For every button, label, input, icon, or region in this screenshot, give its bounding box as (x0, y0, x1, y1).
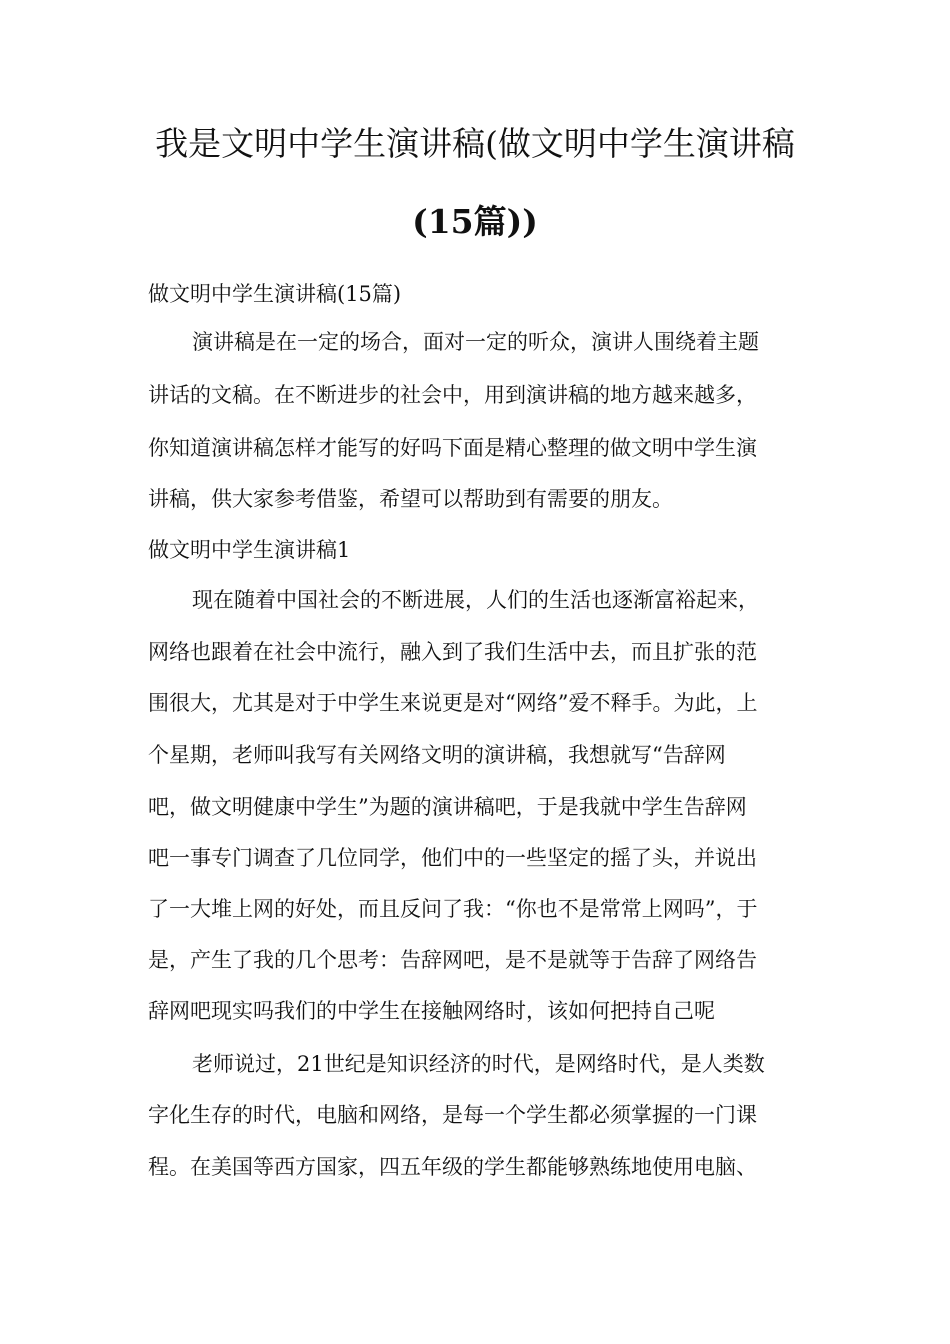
intro-line: 讲话的文稿。在不断进步的社会中，用到演讲稿的地方越来越多， (148, 383, 757, 407)
document-title-line-1: 我是文明中学生演讲稿(做文明中学生演讲稿 (155, 124, 795, 163)
paragraph-line: 老师说过，21世纪是知识经济的时代，是网络时代，是人类数 (192, 1052, 765, 1076)
paragraph-line: 是，产生了我的几个思考：告辞网吧，是不是就等于告辞了网络告 (148, 948, 757, 972)
paragraph-line: 了一大堆上网的好处，而且反问了我：“你也不是常常上网吗”，于 (148, 897, 758, 921)
paragraph-line: 辞网吧现实吗我们的中学生在接触网络时，该如何把持自己呢 (148, 999, 715, 1023)
paragraph-line: 个星期，老师叫我写有关网络文明的演讲稿，我想就写“告辞网 (148, 743, 726, 767)
intro-line: 讲稿，供大家参考借鉴，希望可以帮助到有需要的朋友。 (148, 487, 673, 511)
section-heading: 做文明中学生演讲稿1 (148, 538, 351, 562)
intro-line: 演讲稿是在一定的场合，面对一定的听众，演讲人围绕着主题 (192, 330, 759, 354)
intro-line: 你知道演讲稿怎样才能写的好吗下面是精心整理的做文明中学生演 (148, 436, 757, 460)
paragraph-line: 字化生存的时代，电脑和网络，是每一个学生都必须掌握的一门课 (148, 1103, 757, 1127)
paragraph-line: 吧，做文明健康中学生”为题的演讲稿吧，于是我就中学生告辞网 (148, 795, 747, 819)
paragraph-line: 网络也跟着在社会中流行，融入到了我们生活中去，而且扩张的范 (148, 640, 757, 664)
paragraph-line: 程。在美国等西方国家，四五年级的学生都能够熟练地使用电脑、 (148, 1155, 757, 1179)
document-title-line-2: (15篇)) (412, 202, 538, 241)
document-subtitle: 做文明中学生演讲稿(15篇) (148, 282, 402, 306)
paragraph-line: 围很大，尤其是对于中学生来说更是对“网络”爱不释手。为此，上 (148, 691, 758, 715)
paragraph-line: 现在随着中国社会的不断进展，人们的生活也逐渐富裕起来， (192, 588, 759, 612)
paragraph-line: 吧一事专门调查了几位同学，他们中的一些坚定的摇了头，并说出 (148, 846, 757, 870)
